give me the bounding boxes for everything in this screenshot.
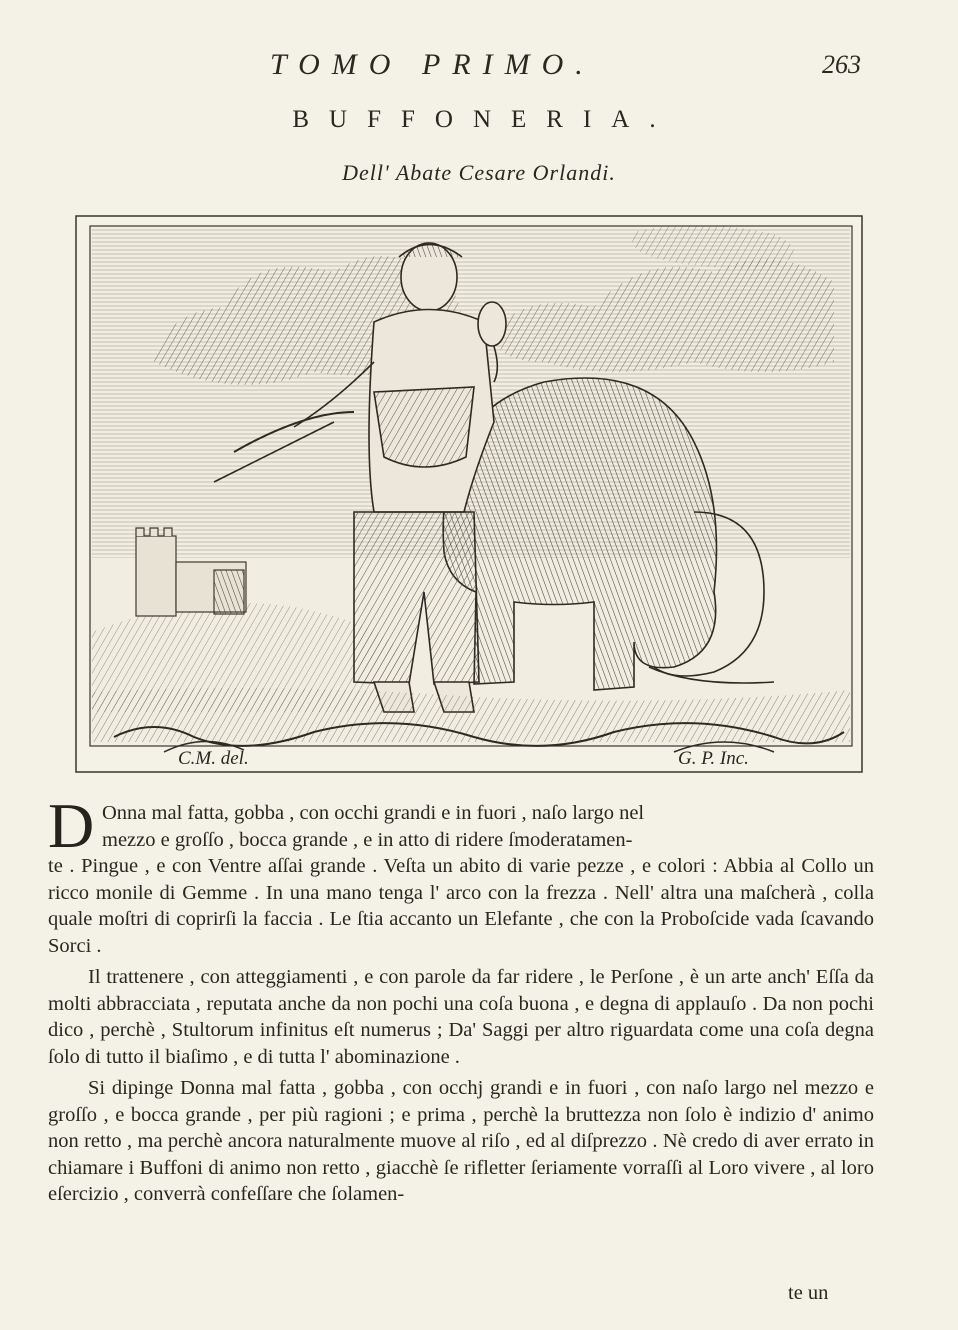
paragraph-1-rest: te . Pingue , e con Ventre aſſai grande . Veſta un abito di varie pezze , e colori : Abbia al Collo un ricco monile di Gemme . In una mano tenga l' arco con la frezza . Nell' altra una maſcherà , colla quale moſtri di coprirſi la faccia . Le ſtia accanto un Elefante , che con la Proboſcide vada ſcavando Sorci . — [48, 855, 874, 957]
paragraph-1-line-2: mezzo e groſſo , bocca grande , e in atto di ridere ſmoderatamen- — [102, 828, 633, 851]
running-head — [0, 46, 958, 86]
engraving-illustration — [74, 212, 866, 778]
body-text — [48, 790, 874, 1208]
drop-cap: D — [48, 790, 95, 861]
artist-signature: C.M. del. — [178, 748, 249, 769]
paragraph-3: Si dipinge Donna mal fatta , gobba , con occhj grandi e in fuori , con naſo largo nel mezzo e groſſo , e bocca grande , per più ragioni ; e prima , perchè la bruttezza non ſolo è indizio d' animo non retto , ma perchè ancora naturalmente muove al riſo , ed al diſprezzo . Nè credo di aver errato in chiamare i Buffoni di animo non retto , giacchè ſe rifletter ſeriamente vorraſſi al Loro vivere , al loro eſercizio , converrà confeſſare che ſolamen- — [48, 1077, 874, 1205]
catchword: te un — [788, 1282, 829, 1304]
author-line: Dell' Abate Cesare Orlandi. — [342, 160, 616, 185]
running-title: TOMO PRIMO. — [270, 48, 595, 81]
paragraph-1 — [48, 790, 874, 861]
paragraph-1-line-1: Onna mal fatta, gobba , con occhi grandi e in fuori , naſo largo nel — [102, 802, 645, 824]
chapter-heading: BUFFONERIA. — [292, 106, 676, 133]
page-number: 263 — [822, 50, 861, 79]
engraver-signature: G. P. Inc. — [678, 748, 749, 769]
engraving-svg — [74, 212, 866, 778]
paragraph-2: Il trattenere , con atteggiamenti , e con parole da far ridere , le Perſone , è un arte anch' Eſſa da molti abbracciata , reputata anche da non pochi una coſa buona , e degna di applauſo . Da non pochi dico , perchè , Stultorum infinitus eſt numerus ; Da' Saggi per altro riguardata come una coſa degna ſolo di tutto il biaſimo , e di tutta l' abominazione . — [48, 966, 874, 1068]
